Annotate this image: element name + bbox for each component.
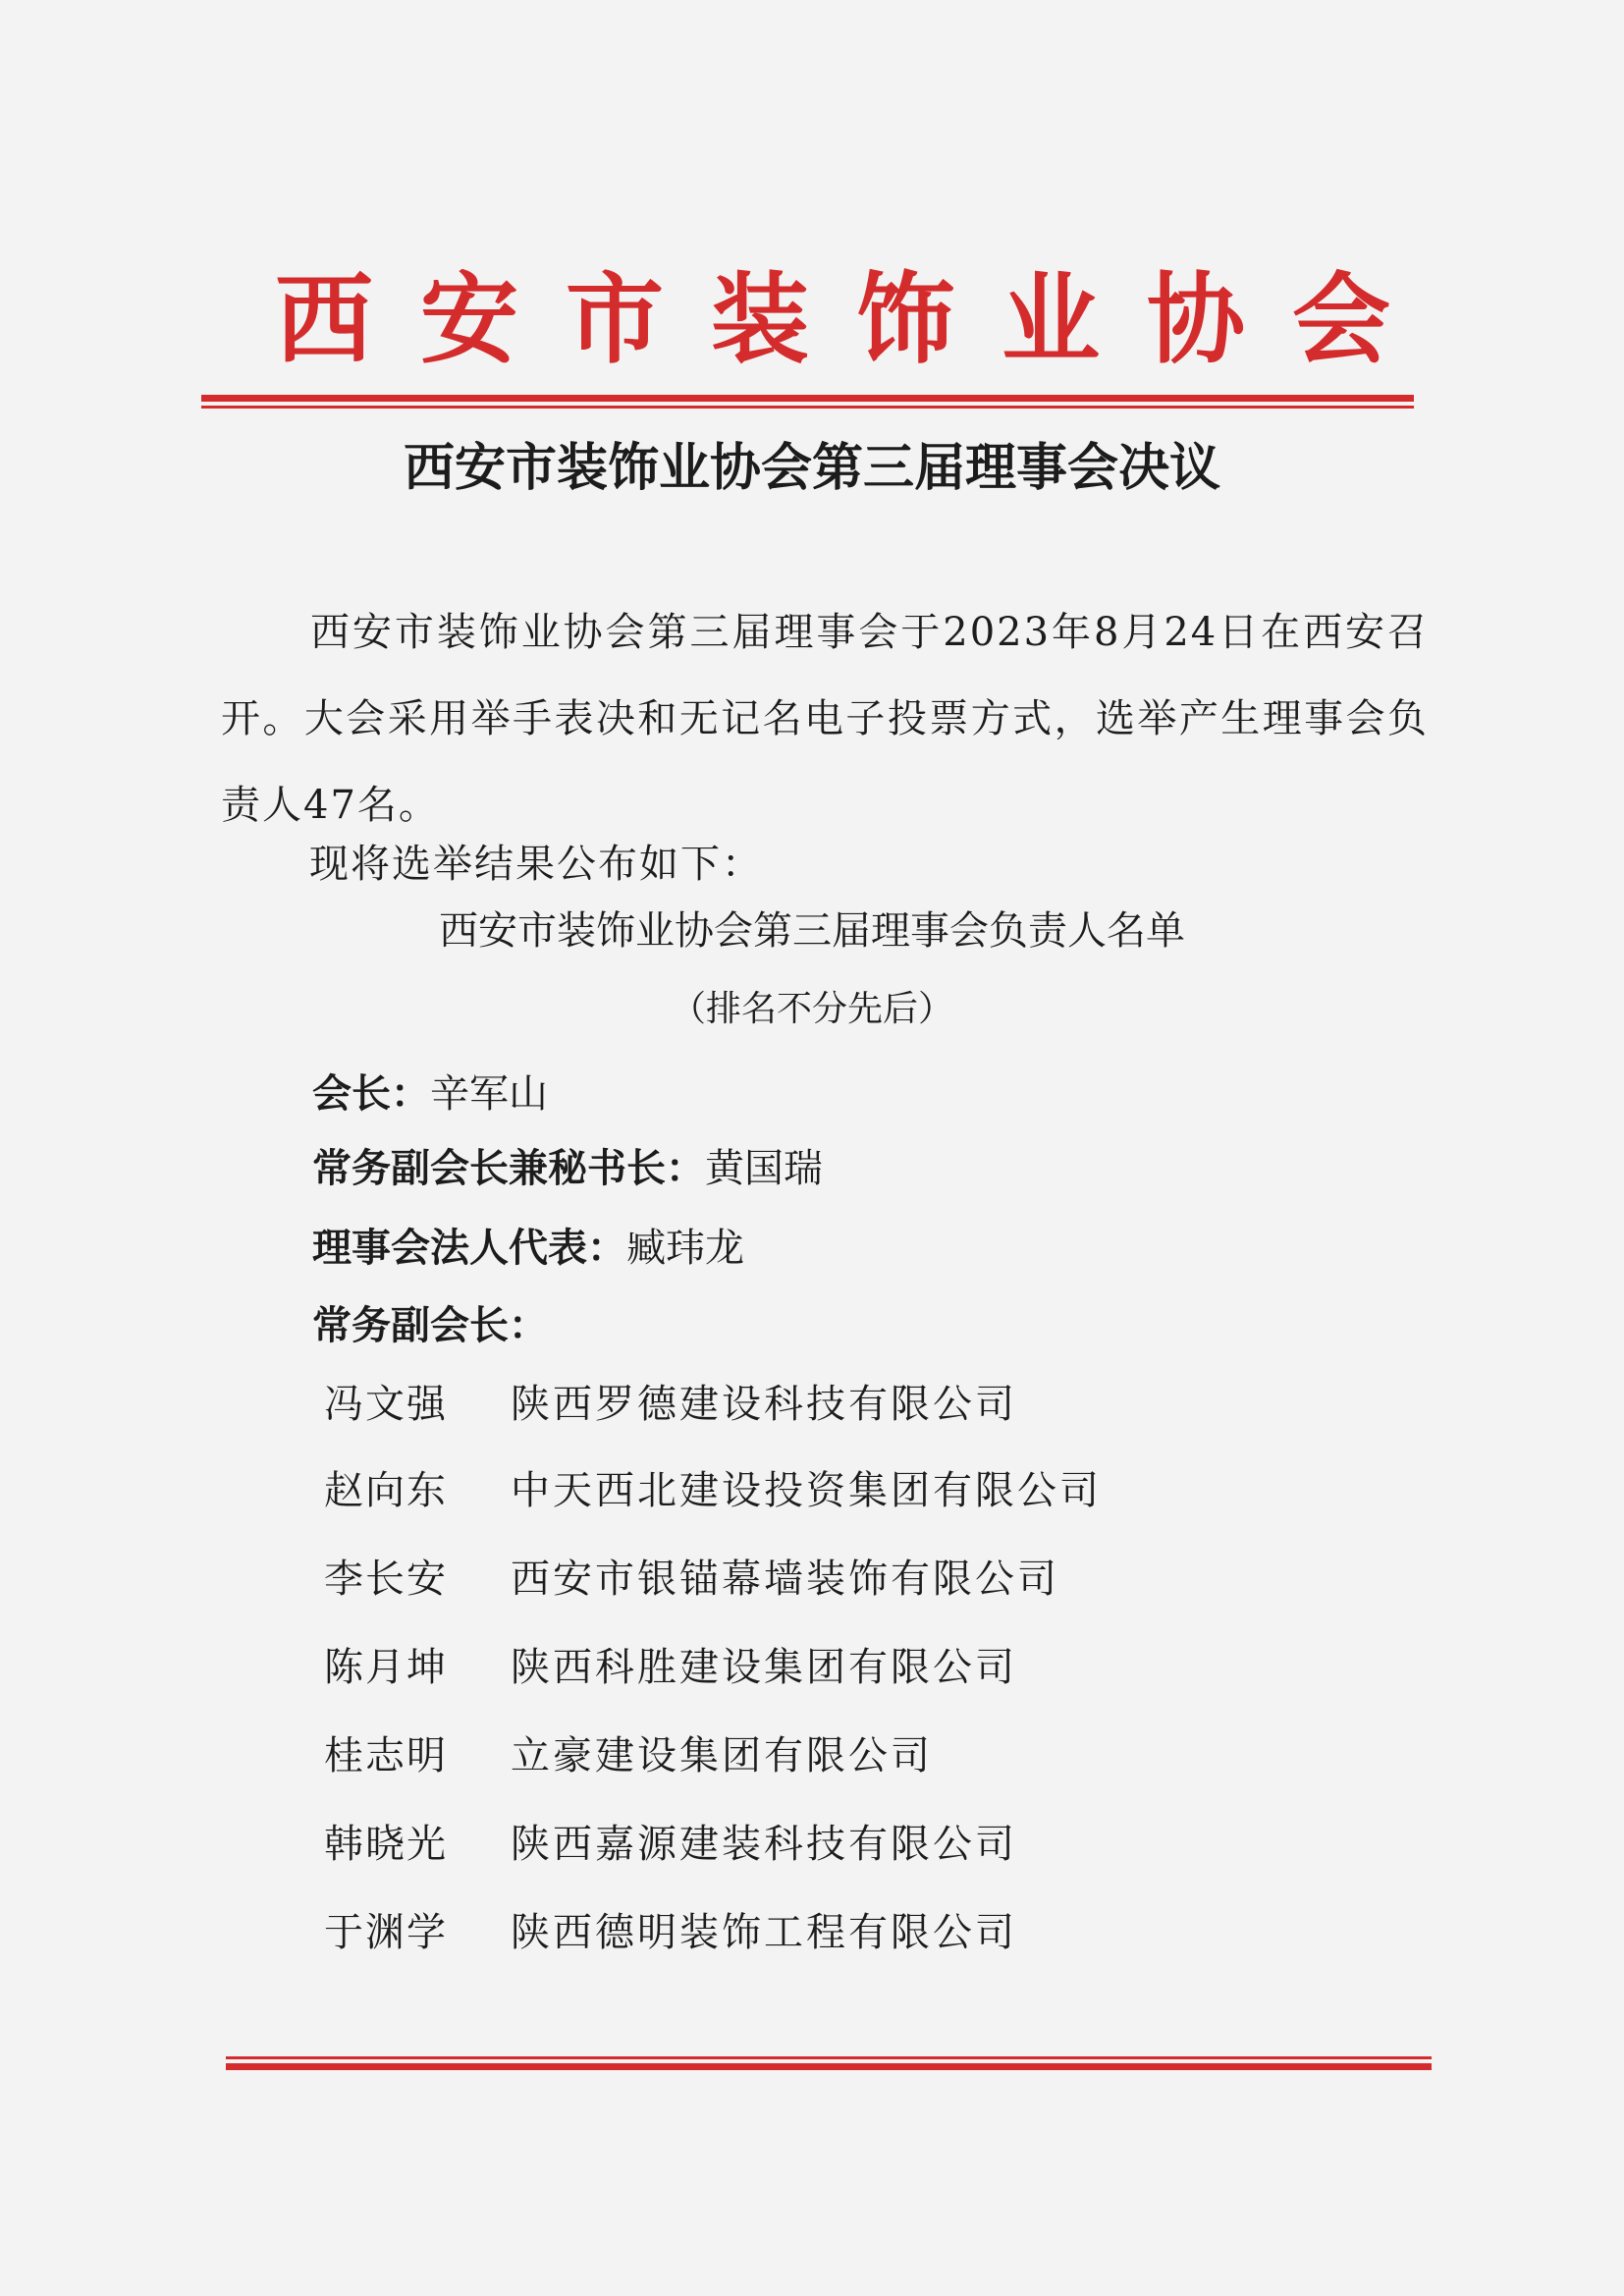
- member-name: 陈月坤: [324, 1645, 448, 1690]
- document-title: 西安市装饰业协会第三届理事会决议: [403, 438, 1220, 498]
- member-row: [324, 1905, 1017, 1960]
- announcement-paragraph: [221, 821, 1429, 907]
- letterhead-rule-bottom: [226, 2056, 1432, 2070]
- list-title: 西安市装饰业协会第三届理事会负责人名单: [439, 908, 1185, 954]
- member-row: [324, 1552, 1059, 1607]
- exec-vp-label: 常务副会长：: [312, 1302, 548, 1348]
- member-company: 陕西德明装饰工程有限公司: [511, 1910, 1017, 1955]
- president-label: 会长：: [312, 1070, 430, 1117]
- letterhead-rule-top: [201, 395, 1414, 409]
- resolution-paragraph: [221, 589, 1429, 848]
- member-row: [324, 1377, 1017, 1432]
- exec-vp-secretary-label: 常务副会长兼秘书长：: [312, 1145, 705, 1191]
- member-name: 于渊学: [324, 1910, 448, 1955]
- member-row: [324, 1817, 1017, 1872]
- exec-vp-secretary-line: [312, 1141, 823, 1196]
- legal-rep-label: 理事会法人代表：: [312, 1225, 626, 1271]
- member-company: 立豪建设集团有限公司: [511, 1733, 933, 1778]
- member-row: [324, 1463, 1102, 1518]
- member-row: [324, 1728, 933, 1783]
- member-company: 陕西罗德建设科技有限公司: [511, 1382, 1017, 1427]
- member-name: 韩晓光: [324, 1822, 448, 1867]
- exec-vp-secretary-name: 黄国瑞: [705, 1146, 823, 1191]
- legal-rep-line: [312, 1221, 744, 1276]
- member-company: 中天西北建设投资集团有限公司: [511, 1468, 1102, 1513]
- member-company: 陕西嘉源建装科技有限公司: [511, 1822, 1017, 1867]
- list-subtitle: （排名不分先后）: [670, 989, 953, 1029]
- member-company: 陕西科胜建设集团有限公司: [511, 1645, 1017, 1690]
- member-company: 西安市银锚幕墙装饰有限公司: [511, 1557, 1059, 1602]
- member-name: 桂志明: [324, 1733, 448, 1778]
- letterhead-org-name: 西安市装饰业协会: [275, 261, 1437, 377]
- member-name: 李长安: [324, 1557, 448, 1602]
- member-row: [324, 1640, 1017, 1695]
- resolution-paragraph-text: 西安市装饰业协会第三届理事会于2023年8月24日在西安召开。大会采用举手表决和无记名电子投票方式，选举产生理事会负责人47名。: [221, 610, 1429, 828]
- member-name: 冯文强: [324, 1382, 448, 1427]
- exec-vp-heading: [312, 1298, 548, 1353]
- president-name: 辛军山: [430, 1071, 548, 1117]
- member-name: 赵向东: [324, 1468, 448, 1513]
- legal-rep-name: 臧玮龙: [626, 1226, 744, 1271]
- president-line: [312, 1066, 548, 1121]
- announcement-paragraph-text: 现将选举结果公布如下：: [309, 842, 763, 887]
